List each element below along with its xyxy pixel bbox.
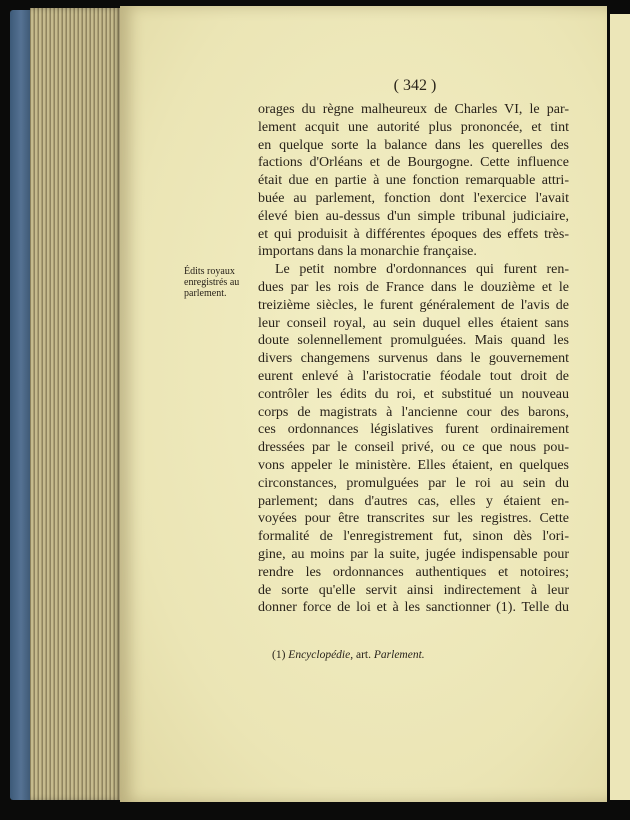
footnote-marker: (1) xyxy=(272,649,286,661)
page-edges xyxy=(30,8,122,800)
footnote-article: Parlement. xyxy=(373,649,425,661)
text-line: factions d'Orléans et de Bourgogne. Cette influence xyxy=(258,155,569,171)
text-line: contrôler les édits du roi, et substitué un nouveau xyxy=(258,386,569,402)
text-line: buée au parlement, fonction dont l'exercice l'avait xyxy=(258,190,569,206)
text-line: eurent enlevé à l'aristocratie féodale tout droit de xyxy=(258,368,569,384)
text-line: ces ordonnances législatives furent ordinairement xyxy=(258,422,569,438)
footnote-work: Encyclopédie xyxy=(288,649,351,661)
text-line: orages du règne malheureux de Charles VI, le par- xyxy=(258,102,569,117)
margin-note-line: enregistrés au xyxy=(184,277,240,288)
footnote xyxy=(272,648,425,662)
text-line: donner force de loi et à les sanctionner (1). Telle du xyxy=(258,600,569,616)
text-line: corps de magistrats à l'ancienne cour des barons, xyxy=(258,404,569,420)
text-line: parlement; dans d'autres cas, elles y étaient en- xyxy=(258,493,569,509)
text-line: de sorte qu'elle servit ainsi indirectement à leur xyxy=(258,582,569,598)
text-line: leur conseil royal, au sein duquel elles étaient sans xyxy=(258,315,569,331)
text-line: formalité de l'enregistrement fut, sinon dès l'ori- xyxy=(258,529,569,545)
page-number: ( 342 ) xyxy=(393,77,437,94)
footnote-sep: , art. xyxy=(350,649,371,661)
text-line: élevé bien au-dessus d'un simple tribunal judiciaire, xyxy=(258,208,569,224)
text-line: gine, au moins par la suite, jugée indispensable pour xyxy=(258,546,569,562)
text-line: était due en partie à une fonction remarquable attri- xyxy=(258,173,569,189)
text-line: rendre les ordonnances authentiques et notoires; xyxy=(258,564,569,580)
text-line: en quelque sorte la balance dans les querelles des xyxy=(258,137,569,153)
text-line: treizième siècles, le furent généralement de l'avis de xyxy=(258,297,569,313)
text-line: voyées pour être transcrites sur les registres. Cette xyxy=(258,511,569,527)
margin-note xyxy=(184,266,248,299)
facing-page-edge xyxy=(610,14,630,800)
text-line: vons appeler le ministère. Elles étaient, en quelques xyxy=(258,457,569,473)
text-line: Le petit nombre d'ordonnances qui furent ren- xyxy=(275,262,569,278)
body-text xyxy=(258,101,569,617)
text-line: divers changemens survenus dans le gouvernement xyxy=(258,351,569,367)
book-cover xyxy=(10,10,32,800)
text-line: importans dans la monarchie française. xyxy=(258,244,477,260)
text-line: dues par les rois de France dans le douzième et le xyxy=(258,279,569,295)
margin-note-line: Édits royaux xyxy=(184,266,235,277)
text-line: lement acquit une autorité plus prononcée, et tint xyxy=(258,119,569,135)
text-line: dressées par le conseil privé, ou ce que nous pou- xyxy=(258,440,569,456)
text-line: doute solennellement promulguées. Mais quand les xyxy=(258,333,569,349)
text-line: circonstances, promulguées par le roi au sein du xyxy=(258,475,569,491)
text-line: et qui produisit à différentes époques des effets très- xyxy=(258,226,569,242)
margin-note-line: parlement. xyxy=(184,288,227,299)
